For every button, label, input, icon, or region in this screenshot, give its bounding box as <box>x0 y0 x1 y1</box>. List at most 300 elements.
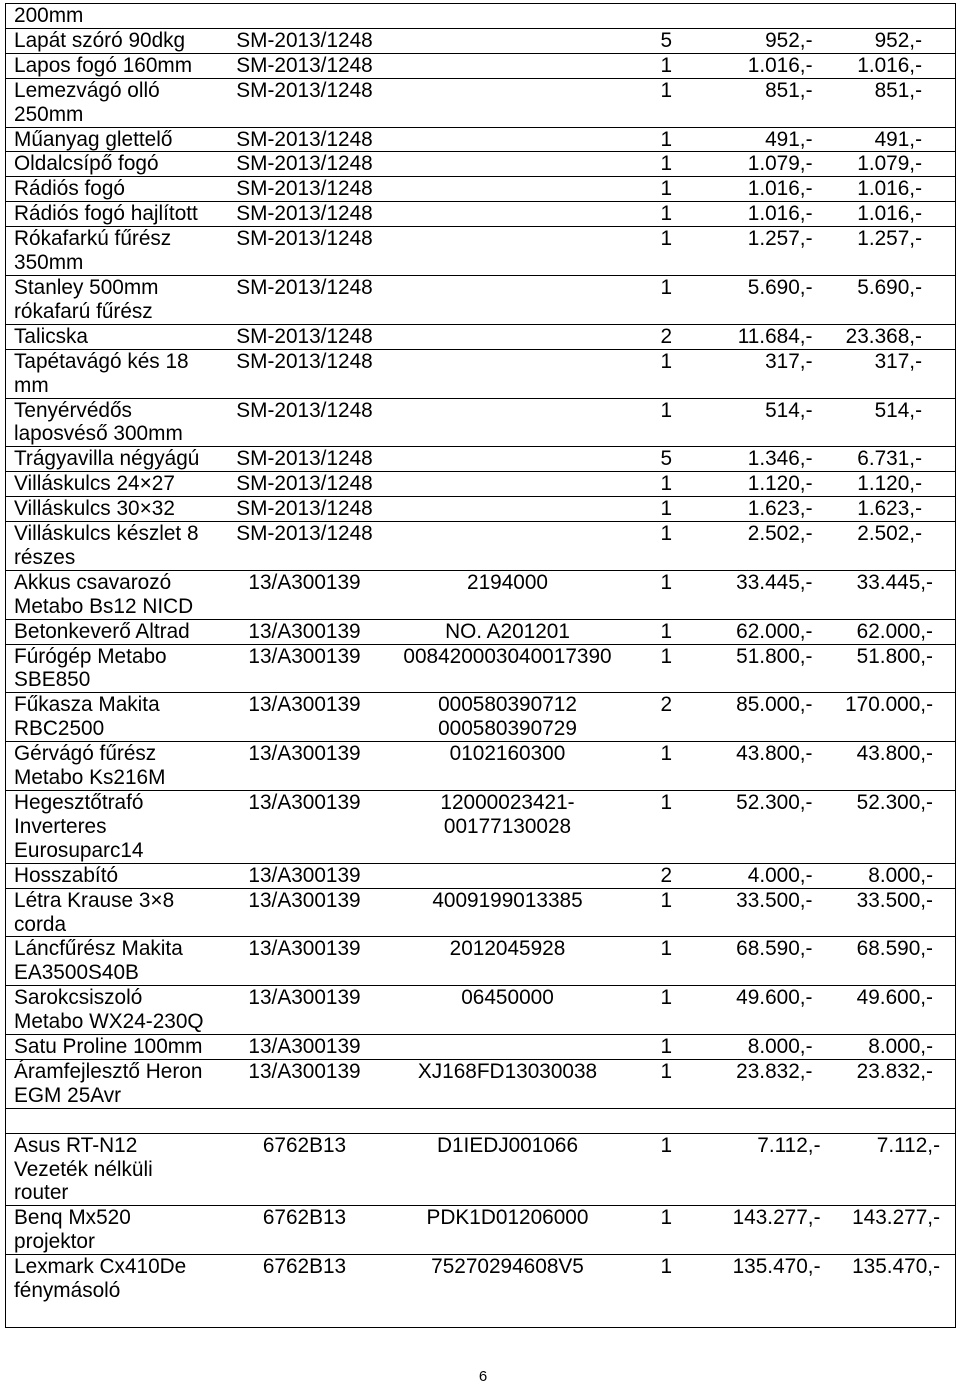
serial-number-text: 4009199013385 <box>432 888 583 912</box>
document-number-cell <box>231 275 379 324</box>
item-name-text: Villáskulcs 24×27 <box>14 472 175 496</box>
serial-number-cell <box>379 693 637 742</box>
unit-price-cell <box>701 863 826 888</box>
quantity-cell <box>637 53 701 78</box>
unit-price-cell <box>701 349 826 398</box>
item-name-text: Asus RT-N12 <box>14 1133 138 1157</box>
document-number-text: SM-2013/1248 <box>236 324 373 348</box>
inventory-table <box>5 3 956 1328</box>
item-name-text: laposvéső 300mm <box>14 422 183 446</box>
quantity-text: 1 <box>660 1059 673 1083</box>
serial-number-cell <box>379 986 637 1035</box>
total-price-cell <box>826 497 956 522</box>
serial-number-cell <box>379 497 637 522</box>
item-name-text: router <box>14 1181 69 1205</box>
document-number-text: 13/A300139 <box>248 937 361 961</box>
item-name-text: Gérvágó fűrész <box>14 742 157 766</box>
unit-price-cell <box>701 28 826 53</box>
unit-price-text: 85.000,- <box>736 693 813 717</box>
unit-price-text: 5.690,- <box>747 275 813 299</box>
document-number-cell <box>231 1255 379 1328</box>
total-price-text: 6.731,- <box>857 447 922 471</box>
serial-number-cell <box>379 619 637 644</box>
unit-price-text: 514,- <box>765 398 813 422</box>
quantity-text: 1 <box>660 1255 673 1279</box>
total-price-cell <box>826 1035 956 1060</box>
item-name-cell <box>6 791 231 864</box>
unit-price-cell <box>701 1206 826 1255</box>
unit-price-cell <box>701 937 826 986</box>
document-number-cell <box>231 398 379 447</box>
quantity-cell <box>637 1255 701 1328</box>
quantity-cell <box>637 275 701 324</box>
total-price-text: 5.690,- <box>857 275 922 299</box>
serial-number-cell <box>379 349 637 398</box>
unit-price-cell <box>701 791 826 864</box>
empty-table-row <box>6 1108 956 1133</box>
document-number-cell <box>231 127 379 152</box>
document-number-cell <box>231 202 379 227</box>
item-name-text: Láncfűrész Makita <box>14 937 183 961</box>
unit-price-text: 1.016,- <box>747 177 813 201</box>
total-price-text: 1.120,- <box>857 472 922 496</box>
document-number-cell <box>231 986 379 1035</box>
total-price-cell <box>826 644 956 693</box>
quantity-text: 1 <box>660 472 673 496</box>
item-name-cell <box>6 619 231 644</box>
item-name-text: Lexmark Cx410De <box>14 1255 187 1279</box>
table-row <box>6 497 956 522</box>
item-name-text: mm <box>14 373 49 397</box>
document-number-text: SM-2013/1248 <box>236 127 373 151</box>
item-name-text: 250mm <box>14 102 84 126</box>
unit-price-cell <box>701 619 826 644</box>
serial-number-cell <box>379 4 637 29</box>
document-number-text: SM-2013/1248 <box>236 202 373 226</box>
document-number-text: SM-2013/1248 <box>236 275 373 299</box>
table-row <box>6 888 956 937</box>
total-price-cell <box>826 937 956 986</box>
document-number-text: 13/A300139 <box>248 742 361 766</box>
item-name-cell <box>6 53 231 78</box>
document-number-cell <box>231 447 379 472</box>
quantity-cell <box>637 986 701 1035</box>
serial-number-text: 2012045928 <box>449 937 566 961</box>
quantity-text: 1 <box>660 937 673 961</box>
table-row <box>6 227 956 276</box>
quantity-text: 1 <box>660 152 673 176</box>
item-name-cell <box>6 202 231 227</box>
item-name-cell <box>6 28 231 53</box>
item-name-text: Létra Krause 3×8 <box>14 888 175 912</box>
total-price-text: 1.079,- <box>857 152 922 176</box>
item-name-text: részes <box>14 545 76 569</box>
quantity-cell <box>637 4 701 29</box>
table-row <box>6 53 956 78</box>
total-price-text: 1.257,- <box>857 227 922 251</box>
quantity-cell <box>637 227 701 276</box>
quantity-text: 2 <box>660 324 673 348</box>
item-name-text: Oldalcsípő fogó <box>14 152 159 176</box>
total-price-cell <box>826 324 956 349</box>
item-name-text: Fúrógép Metabo <box>14 644 167 668</box>
unit-price-cell <box>701 472 826 497</box>
serial-number-cell <box>379 1206 637 1255</box>
document-number-cell <box>231 53 379 78</box>
table-row <box>6 127 956 152</box>
item-name-text: Inverteres <box>14 814 107 838</box>
quantity-cell <box>637 202 701 227</box>
table-row <box>6 644 956 693</box>
total-price-text: 62.000,- <box>856 619 933 643</box>
document-number-cell <box>231 1059 379 1108</box>
document-number-text: 13/A300139 <box>248 986 361 1010</box>
quantity-cell <box>637 570 701 619</box>
serial-number-text: 06450000 <box>461 986 554 1010</box>
total-price-cell <box>826 78 956 127</box>
quantity-cell <box>637 398 701 447</box>
document-number-cell <box>231 472 379 497</box>
document-number-text: SM-2013/1248 <box>236 177 373 201</box>
document-number-cell <box>231 693 379 742</box>
table-row <box>6 152 956 177</box>
document-number-cell <box>231 791 379 864</box>
total-price-text: 170.000,- <box>845 693 933 717</box>
unit-price-cell <box>701 693 826 742</box>
document-number-text: 13/A300139 <box>248 1035 361 1059</box>
serial-number-text: 00177130028 <box>443 814 572 838</box>
item-name-text: Villáskulcs 30×32 <box>14 497 175 521</box>
table-row <box>6 202 956 227</box>
document-number-text: 13/A300139 <box>248 644 361 668</box>
quantity-cell <box>637 324 701 349</box>
serial-number-cell <box>379 644 637 693</box>
unit-price-text: 1.016,- <box>747 202 813 226</box>
total-price-cell <box>826 570 956 619</box>
unit-price-cell <box>701 644 826 693</box>
serial-number-cell <box>379 398 637 447</box>
item-name-text: Hosszabító <box>14 863 119 887</box>
total-price-cell <box>826 53 956 78</box>
unit-price-text: 851,- <box>765 78 813 102</box>
serial-number-cell <box>379 28 637 53</box>
quantity-cell <box>637 1133 701 1206</box>
document-number-cell <box>231 349 379 398</box>
quantity-cell <box>637 127 701 152</box>
serial-number-cell <box>379 324 637 349</box>
table-row <box>6 78 956 127</box>
quantity-cell <box>637 28 701 53</box>
serial-number-text: 000580390729 <box>438 717 577 741</box>
document-number-text: 6762B13 <box>262 1255 347 1279</box>
item-name-text: 200mm <box>14 4 84 27</box>
serial-number-cell <box>379 570 637 619</box>
total-price-cell <box>826 693 956 742</box>
document-number-cell <box>231 888 379 937</box>
unit-price-text: 51.800,- <box>736 644 813 668</box>
total-price-cell <box>826 986 956 1035</box>
unit-price-text: 62.000,- <box>736 619 813 643</box>
item-name-text: Tapétavágó kés 18 <box>14 349 189 373</box>
document-number-cell <box>231 4 379 29</box>
total-price-text: 1.623,- <box>857 497 922 521</box>
total-price-cell <box>826 447 956 472</box>
item-name-cell <box>6 937 231 986</box>
total-price-text: 52.300,- <box>856 791 933 814</box>
quantity-text: 5 <box>660 28 673 52</box>
serial-number-text: 0102160300 <box>449 742 566 766</box>
total-price-cell <box>826 227 956 276</box>
item-name-cell <box>6 275 231 324</box>
document-number-cell <box>231 227 379 276</box>
document-number-cell <box>231 177 379 202</box>
serial-number-text: 12000023421- <box>440 791 575 814</box>
item-name-cell <box>6 1255 231 1328</box>
total-price-text: 8.000,- <box>868 863 933 887</box>
item-name-text: Hegesztőtrafó <box>14 791 144 814</box>
serial-number-cell <box>379 937 637 986</box>
item-name-text: Metabo Bs12 NICD <box>14 594 194 618</box>
item-name-text: Lapát szóró 90dkg <box>14 28 186 52</box>
total-price-cell <box>826 1108 956 1133</box>
table-row <box>6 791 956 864</box>
unit-price-cell <box>701 1133 826 1206</box>
unit-price-text: 7.112,- <box>757 1133 821 1157</box>
total-price-text: 143.277,- <box>852 1206 940 1230</box>
total-price-text: 317,- <box>874 349 922 373</box>
unit-price-cell <box>701 227 826 276</box>
item-name-cell <box>6 472 231 497</box>
document-number-text: SM-2013/1248 <box>236 398 373 422</box>
unit-price-text: 952,- <box>765 28 813 52</box>
total-price-cell <box>826 28 956 53</box>
unit-price-cell <box>701 1035 826 1060</box>
quantity-text: 1 <box>660 791 673 814</box>
item-name-text: Talicska <box>14 324 88 348</box>
unit-price-text: 2.502,- <box>747 522 813 546</box>
item-name-cell <box>6 1133 231 1206</box>
unit-price-text: 8.000,- <box>747 1035 813 1059</box>
item-name-text: Benq Mx520 <box>14 1206 131 1230</box>
serial-number-text: 000580390712 <box>438 693 577 717</box>
unit-price-text: 43.800,- <box>736 742 813 766</box>
total-price-cell <box>826 1206 956 1255</box>
quantity-text: 2 <box>660 693 673 717</box>
quantity-text: 1 <box>660 398 673 422</box>
table-row <box>6 937 956 986</box>
item-name-cell <box>6 1206 231 1255</box>
table-row <box>6 177 956 202</box>
serial-number-cell <box>379 472 637 497</box>
total-price-cell <box>826 619 956 644</box>
total-price-cell <box>826 349 956 398</box>
item-name-cell <box>6 986 231 1035</box>
item-name-text: fénymásoló <box>14 1279 121 1303</box>
unit-price-cell <box>701 497 826 522</box>
serial-number-cell <box>379 275 637 324</box>
document-number-text: 13/A300139 <box>248 791 361 814</box>
total-price-cell <box>826 1255 956 1328</box>
serial-number-text: D1IEDJ001066 <box>436 1133 579 1157</box>
quantity-cell <box>637 522 701 571</box>
quantity-text: 1 <box>660 497 673 521</box>
item-name-cell <box>6 177 231 202</box>
table-row <box>6 570 956 619</box>
item-name-cell <box>6 742 231 791</box>
item-name-text: Rádiós fogó <box>14 177 125 201</box>
document-number-text: SM-2013/1248 <box>236 53 373 77</box>
unit-price-text: 1.016,- <box>747 53 813 77</box>
table-row <box>6 1255 956 1328</box>
item-name-cell <box>6 127 231 152</box>
item-name-text: corda <box>14 912 67 936</box>
quantity-cell <box>637 1035 701 1060</box>
quantity-text: 5 <box>660 447 673 471</box>
document-number-text: 13/A300139 <box>248 863 361 887</box>
document-number-text: 13/A300139 <box>248 693 361 717</box>
unit-price-text: 68.590,- <box>736 937 813 961</box>
item-name-text: Műanyag glettelő <box>14 127 173 151</box>
serial-number-cell <box>379 152 637 177</box>
item-name-text: Metabo WX24-230Q <box>14 1010 204 1034</box>
total-price-text: 1.016,- <box>857 177 922 201</box>
quantity-cell <box>637 1059 701 1108</box>
document-number-cell <box>231 570 379 619</box>
item-name-text: Áramfejlesztő Heron <box>14 1059 203 1083</box>
serial-number-text: PDK1D01206000 <box>426 1206 589 1230</box>
item-name-text: Stanley 500mm <box>14 275 159 299</box>
quantity-text: 1 <box>660 888 673 912</box>
document-number-text: 6762B13 <box>262 1206 347 1230</box>
total-price-text: 7.112,- <box>876 1133 940 1157</box>
total-price-cell <box>826 127 956 152</box>
total-price-text: 2.502,- <box>857 522 922 546</box>
document-number-cell <box>231 497 379 522</box>
serial-number-cell <box>379 791 637 864</box>
table-row <box>6 1206 956 1255</box>
unit-price-cell <box>701 78 826 127</box>
total-price-text: 514,- <box>874 398 922 422</box>
item-name-cell <box>6 78 231 127</box>
document-number-cell <box>231 644 379 693</box>
total-price-cell <box>826 152 956 177</box>
unit-price-text: 4.000,- <box>747 863 813 887</box>
quantity-cell <box>637 177 701 202</box>
total-price-cell <box>826 742 956 791</box>
item-name-cell <box>6 863 231 888</box>
unit-price-text: 52.300,- <box>736 791 813 814</box>
item-name-cell <box>6 693 231 742</box>
serial-number-text: 75270294608V5 <box>431 1255 584 1279</box>
document-number-text: SM-2013/1248 <box>236 78 373 102</box>
document-number-cell <box>231 1206 379 1255</box>
item-name-text: Tenyérvédős <box>14 398 132 422</box>
quantity-text: 1 <box>660 644 673 668</box>
quantity-text: 1 <box>660 177 673 201</box>
quantity-text: 1 <box>660 1206 673 1230</box>
total-price-text: 23.832,- <box>856 1059 933 1083</box>
serial-number-text: XJ168FD13030038 <box>417 1059 598 1083</box>
table-row <box>6 324 956 349</box>
document-number-text: 13/A300139 <box>248 570 361 594</box>
item-name-cell <box>6 152 231 177</box>
quantity-text: 1 <box>660 275 673 299</box>
quantity-text: 1 <box>660 986 673 1010</box>
item-name-text: Metabo Ks216M <box>14 766 166 790</box>
serial-number-text: 2194000 <box>467 570 548 594</box>
serial-number-cell <box>379 888 637 937</box>
quantity-text: 1 <box>660 522 673 546</box>
serial-number-cell <box>379 177 637 202</box>
document-number-cell <box>231 78 379 127</box>
table-row <box>6 1133 956 1206</box>
total-price-cell <box>826 4 956 29</box>
quantity-cell <box>637 863 701 888</box>
quantity-text: 1 <box>660 619 673 643</box>
serial-number-cell <box>379 53 637 78</box>
document-number-text: SM-2013/1248 <box>236 522 373 546</box>
item-name-text: Lapos fogó 160mm <box>14 53 193 77</box>
total-price-text: 68.590,- <box>856 937 933 961</box>
total-price-text: 1.016,- <box>857 53 922 77</box>
unit-price-text: 49.600,- <box>736 986 813 1010</box>
unit-price-cell <box>701 202 826 227</box>
unit-price-text: 135.470,- <box>732 1255 821 1279</box>
quantity-cell <box>637 888 701 937</box>
table-row <box>6 349 956 398</box>
unit-price-cell <box>701 742 826 791</box>
quantity-text: 1 <box>660 349 673 373</box>
document-number-cell <box>231 863 379 888</box>
quantity-cell <box>637 349 701 398</box>
unit-price-cell <box>701 177 826 202</box>
total-price-cell <box>826 791 956 864</box>
unit-price-cell <box>701 398 826 447</box>
document-number-cell <box>231 1035 379 1060</box>
quantity-cell <box>637 78 701 127</box>
table-row <box>6 619 956 644</box>
quantity-cell <box>637 447 701 472</box>
quantity-text: 1 <box>660 127 673 151</box>
total-price-cell <box>826 275 956 324</box>
unit-price-cell <box>701 4 826 29</box>
unit-price-cell <box>701 986 826 1035</box>
quantity-text: 1 <box>660 1133 673 1157</box>
quantity-cell <box>637 1206 701 1255</box>
quantity-cell <box>637 791 701 864</box>
total-price-text: 43.800,- <box>856 742 933 766</box>
table-row <box>6 693 956 742</box>
total-price-text: 491,- <box>874 127 922 151</box>
document-number-cell <box>231 28 379 53</box>
total-price-cell <box>826 472 956 497</box>
document-number-cell <box>231 742 379 791</box>
total-price-text: 51.800,- <box>856 644 933 668</box>
total-price-text: 851,- <box>874 78 922 102</box>
document-number-text: SM-2013/1248 <box>236 349 373 373</box>
unit-price-text: 143.277,- <box>732 1206 821 1230</box>
item-name-text: Lemezvágó olló <box>14 78 160 102</box>
item-name-cell <box>6 447 231 472</box>
serial-number-cell <box>379 742 637 791</box>
serial-number-cell <box>379 863 637 888</box>
document-number-text: 13/A300139 <box>248 888 361 912</box>
item-name-text: EGM 25Avr <box>14 1083 122 1107</box>
item-name-cell <box>6 522 231 571</box>
serial-number-cell <box>379 522 637 571</box>
document-number-text: SM-2013/1248 <box>236 227 373 251</box>
item-name-text: Vezeték nélküli <box>14 1157 153 1181</box>
